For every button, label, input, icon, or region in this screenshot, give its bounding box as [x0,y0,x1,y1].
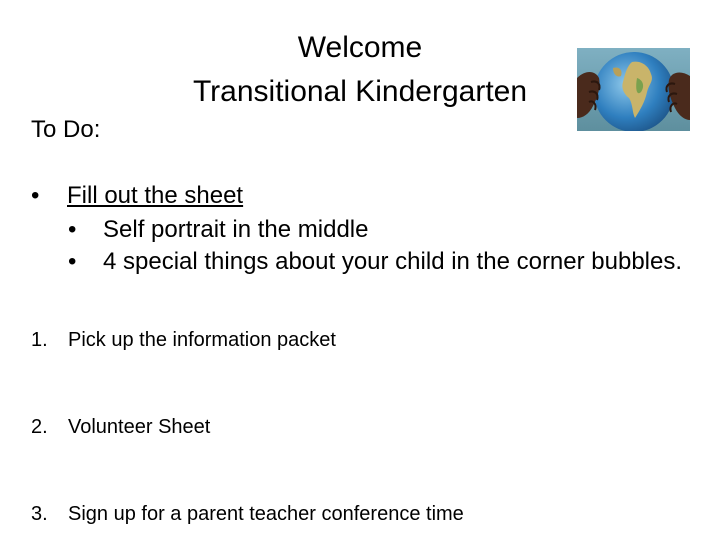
numbered-item [31,413,210,441]
numbered-item [31,500,464,528]
sub-bullet-list [31,214,691,278]
item-number: 2. [31,416,48,438]
item-text: Pick up the information packet [68,329,336,351]
globe-in-hands-photo [577,48,690,131]
item-number: 3. [31,503,48,525]
bullet-item [31,180,691,212]
sub-bullet-text: 4 special things about your child in the corner bubbles. [103,248,683,275]
title-line-1: Welcome [297,31,423,64]
sub-bullet-marker: • [68,216,77,243]
numbered-item [31,326,336,354]
sub-bullet-item [31,246,691,278]
item-number: 1. [31,329,48,351]
globe-icon [577,48,690,131]
slide-title [150,26,570,114]
item-text: Sign up for a parent teacher conference time [68,503,464,525]
sub-bullet-marker: • [68,248,77,275]
sub-bullet-text: Self portrait in the middle [103,216,369,243]
todo-heading: To Do: [31,116,101,143]
sub-bullet-item [31,214,691,246]
bullet-marker: • [31,182,40,209]
title-line-2: Transitional Kindergarten [192,75,528,108]
fill-out-sheet-section [31,180,691,278]
item-text: Volunteer Sheet [68,416,211,438]
fill-out-sheet-link[interactable]: Fill out the sheet [67,182,244,209]
